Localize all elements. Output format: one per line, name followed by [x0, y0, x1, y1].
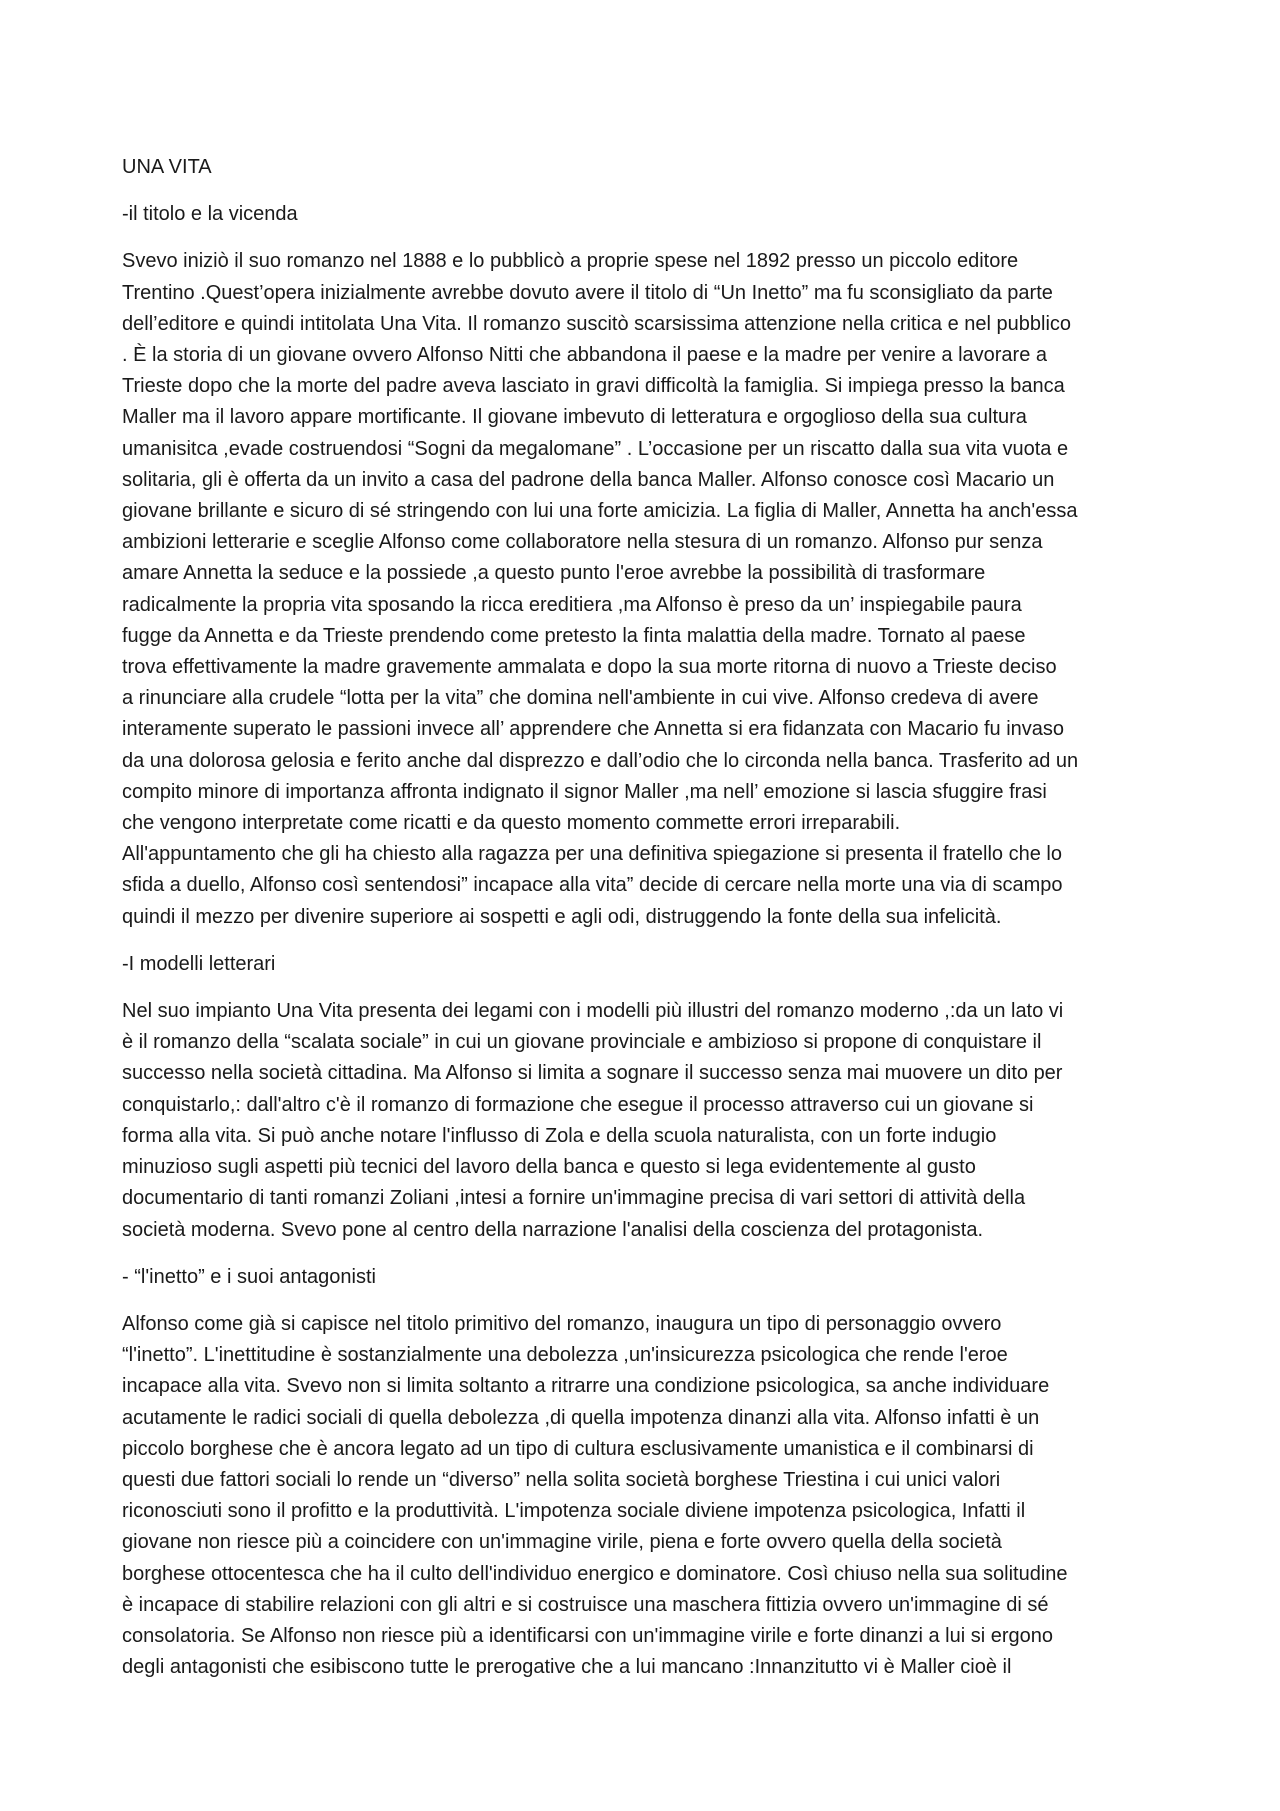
- text-line: Maller ma il lavoro appare mortificante. Il giovane imbevuto di letteratura e orgoglioso della sua cultura: [122, 406, 1027, 429]
- section-heading-titolo-vicenda: -il titolo e la vicenda: [122, 203, 298, 226]
- text-line: Nel suo impianto Una Vita presenta dei legami con i modelli più illustri del romanzo moderno ,:da un lato vi: [122, 1000, 1064, 1023]
- text-line: è il romanzo della “scalata sociale” in cui un giovane provinciale e ambizioso si propone di conquistare il: [122, 1031, 1042, 1054]
- text-line: che vengono interpretate come ricatti e da questo momento commette errori irreparabili.: [122, 812, 901, 835]
- document-title: UNA VITA: [122, 156, 212, 178]
- document-page: [122, 152, 1170, 1683]
- text-line: minuzioso sugli aspetti più tecnici del lavoro della banca e questo si lega evidentemente al gusto: [122, 1156, 976, 1179]
- text-line: trova effettivamente la madre gravemente ammalata e dopo la sua morte ritorna di nuovo a Trieste deciso: [122, 656, 1057, 679]
- text-line: fugge da Annetta e da Trieste prendendo come pretesto la finta malattia della madre. Tornato al paese: [122, 624, 1026, 647]
- text-line: Trentino .Quest’opera inizialmente avrebbe dovuto avere il titolo di “Un Inetto” ma fu sconsigliato da parte: [122, 281, 1053, 304]
- text-line: Trieste dopo che la morte del padre aveva lasciato in gravi difficoltà la famiglia. Si impiega presso la banca: [122, 375, 1065, 398]
- text-line: è incapace di stabilire relazioni con gli altri e si costruisce una maschera fittizia ovvero un'immagine di sé: [122, 1593, 1049, 1616]
- section-heading-inetto-antagonisti: - “l'inetto” e i suoi antagonisti: [122, 1265, 376, 1288]
- text-line: successo nella società cittadina. Ma Alfonso si limita a sognare il successo senza mai muovere un dito per: [122, 1062, 1063, 1085]
- paragraph-vicenda-2: [122, 839, 1170, 933]
- text-line: degli antagonisti che esibiscono tutte le prerogative che a lui mancano :Innanzitutto vi è Maller cioè il: [122, 1656, 1012, 1679]
- text-line: borghese ottocentesca che ha il culto dell'individuo energico e dominatore. Così chiuso nella sua solitudine: [122, 1562, 1068, 1585]
- text-line: . È la storia di un giovane ovvero Alfonso Nitti che abbandona il paese e la madre per venire a lavorare a: [122, 344, 1047, 367]
- text-line: incapace alla vita. Svevo non si limita soltanto a ritrarre una condizione psicologica, sa anche individuare: [122, 1375, 1050, 1398]
- text-line: conquistarlo,: dall'altro c'è il romanzo di formazione che esegue il processo attraverso cui un giovane si: [122, 1093, 1034, 1116]
- text-line: acutamente le radici sociali di quella debolezza ,di quella impotenza dinanzi alla vita. Alfonso infatti è un: [122, 1406, 1040, 1429]
- text-line: da una dolorosa gelosia e ferito anche dal disprezzo e dall’odio che lo circonda nella banca. Trasferito ad un: [122, 749, 1079, 772]
- text-line: piccolo borghese che è ancora legato ad un tipo di cultura esclusivamente umanistica e il combinarsi di: [122, 1437, 1034, 1460]
- text-line: Svevo iniziò il suo romanzo nel 1888 e lo pubblicò a proprie spese nel 1892 presso un piccolo editore: [122, 250, 1019, 273]
- text-line: consolatoria. Se Alfonso non riesce più a identificarsi con un'immagine virile e forte dinanzi a lui si ergono: [122, 1624, 1053, 1647]
- paragraph-modelli: [122, 996, 1170, 1246]
- text-line: umanisitca ,evade costruendosi “Sogni da megalomane” . L’occasione per un riscatto dalla sua vita vuota e: [122, 437, 1069, 460]
- text-line: sfida a duello, Alfonso così sentendosi” incapace alla vita” decide di cercare nella morte una via di scampo: [122, 874, 1063, 897]
- text-line: dell’editore e quindi intitolata Una Vita. Il romanzo suscitò scarsissima attenzione nella critica e nel pubblico: [122, 312, 1072, 335]
- text-line: società moderna. Svevo pone al centro della narrazione l'analisi della coscienza del protagonista.: [122, 1218, 984, 1241]
- text-line: documentario di tanti romanzi Zoliani ,intesi a fornire un'immagine precisa di vari settori di attività della: [122, 1187, 1026, 1210]
- text-line: amare Annetta la seduce e la possiede ,a questo punto l'eroe avrebbe la possibilità di trasformare: [122, 562, 986, 585]
- section-heading-modelli-letterari: -I modelli letterari: [122, 952, 276, 975]
- text-line: interamente superato le passioni invece all’ apprendere che Annetta si era fidanzata con Macario fu invaso: [122, 718, 1065, 741]
- text-line: riconosciuti sono il profitto e la produttività. L'impotenza sociale diviene impotenza psicologica, Infatti il: [122, 1500, 1026, 1523]
- text-line: questi due fattori sociali lo rende un “diverso” nella solita società borghese Triestina i cui unici valori: [122, 1468, 1001, 1491]
- text-line: giovane non riesce più a coincidere con un'immagine virile, piena e forte ovvero quella della società: [122, 1531, 1002, 1554]
- text-line: radicalmente la propria vita sposando la ricca ereditiera ,ma Alfonso è preso da un’ inspiegabile paura: [122, 593, 1022, 616]
- paragraph-inetto: [122, 1309, 1170, 1683]
- text-line: solitaria, gli è offerta da un invito a casa del padrone della banca Maller. Alfonso conosce così Macario un: [122, 468, 1055, 491]
- text-line: giovane brillante e sicuro di sé stringendo con lui una forte amicizia. La figlia di Maller, Annetta ha anch'essa: [122, 500, 1078, 523]
- text-line: ambizioni letterarie e sceglie Alfonso come collaboratore nella stesura di un romanzo. Alfonso pur senza: [122, 531, 1043, 554]
- text-line: Alfonso come già si capisce nel titolo primitivo del romanzo, inaugura un tipo di personaggio ovvero: [122, 1312, 1002, 1335]
- text-line: quindi il mezzo per divenire superiore ai sospetti e agli odi, distruggendo la fonte della sua infelicità.: [122, 905, 1002, 928]
- text-line: “l'inetto”. L'inettitudine è sostanzialmente una debolezza ,un'insicurezza psicologica che rende l'eroe: [122, 1344, 1008, 1367]
- text-line: All'appuntamento che gli ha chiesto alla ragazza per una definitiva spiegazione si presenta il fratello che lo: [122, 843, 1062, 866]
- text-line: compito minore di importanza affronta indignato il signor Maller ,ma nell’ emozione si lascia sfuggire frasi: [122, 780, 1047, 803]
- text-line: a rinunciare alla crudele “lotta per la vita” che domina nell'ambiente in cui vive. Alfonso credeva di avere: [122, 687, 1039, 710]
- text-line: forma alla vita. Si può anche notare l'influsso di Zola e della scuola naturalista, con un forte indugio: [122, 1124, 997, 1147]
- paragraph-vicenda-1: [122, 246, 1170, 839]
